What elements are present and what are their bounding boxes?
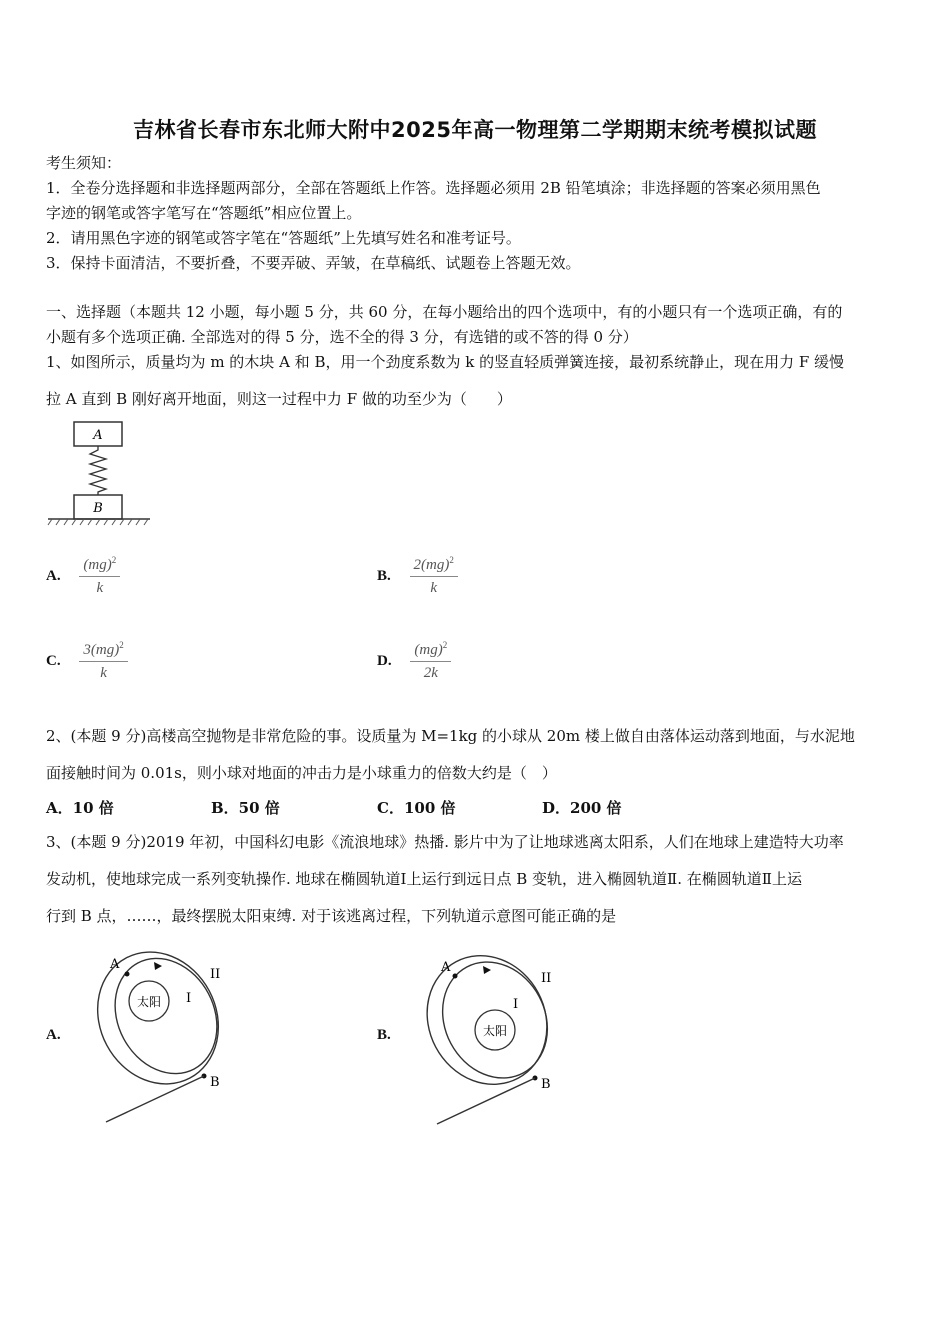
q1-option-d-fraction: $\frac{(mg)^2}{2k}$ [410, 640, 451, 682]
q2-stem-line2: 面接触时间为 0.01s，则小球对地面的冲击力是小球重力的倍数大约是（ ） [46, 764, 557, 782]
ground-hatch [48, 519, 148, 525]
q1-option-b[interactable]: B. $\frac{2(mg)^2}{k}$ [377, 555, 458, 597]
q3-option-a-letter[interactable]: A. [46, 1027, 61, 1043]
point-a [453, 974, 458, 979]
notice-item-1-cont: 字迹的钢笔或答字笔写在“答题纸”相应位置上。 [46, 204, 362, 222]
escape-path [437, 1078, 535, 1124]
point-b-label: B [541, 1077, 551, 1092]
orbit-1-label: I [186, 991, 192, 1006]
q1-stem-line1: 1、如图所示，质量均为 m 的木块 A 和 B，用一个劲度系数为 k 的竖直轻质弹簧连接，最初系统静止，现在用力 F 缓慢 [46, 353, 845, 371]
q1-option-d[interactable]: D. $\frac{(mg)^2}{2k}$ [377, 640, 451, 682]
q3-stem-line3: 行到 B 点，……，最终摆脱太阳束缚. 对于该逃离过程，下列轨道示意图可能正确的是 [46, 907, 617, 925]
q3-option-b-orbit-diagram [425, 950, 575, 1130]
q1-option-a[interactable]: A. $\frac{(mg)^2}{k}$ [46, 555, 120, 597]
notice-heading: 考生须知： [46, 154, 122, 172]
sun-label: 太阳 [136, 995, 162, 1009]
point-b-label: B [210, 1075, 220, 1090]
orbit-1-label: I [513, 997, 519, 1012]
point-a-label: A [110, 957, 120, 972]
q3-stem-line2: 发动机，使地球完成一系列变轨操作. 地球在椭圆轨道Ⅰ上运行到远日点 B 变轨，进入椭圆轨道Ⅱ. 在椭圆轨道Ⅱ上运 [46, 870, 802, 888]
page-title: 吉林省长春市东北师大附中2025年高一物理第二学期期末统考模拟试题 [133, 118, 817, 142]
spring [90, 446, 106, 495]
point-a-label: A [441, 960, 451, 975]
q2-option-b[interactable]: B．50 倍 [211, 799, 280, 817]
orbit-2-label: II [210, 967, 221, 982]
q3-option-a-orbit-diagram [96, 948, 246, 1128]
block-b-label: B [93, 501, 103, 516]
section-heading-line1: 一、选择题（本题共 12 小题，每小题 5 分，共 60 分，在每小题给出的四个选项中，有的小题只有一个选项正确，有的 [46, 303, 843, 321]
spring-blocks-figure [46, 420, 152, 528]
q3-stem-line1: 3、(本题 9 分)2019 年初，中国科幻电影《流浪地球》热播. 影片中为了让地球逃离太阳系，人们在地球上建造特大功率 [46, 833, 844, 851]
point-a [125, 972, 130, 977]
q1-option-a-fraction: $\frac{(mg)^2}{k}$ [79, 555, 120, 597]
section-heading-line2: 小题有多个选项正确. 全部选对的得 5 分，选不全的得 3 分，有选错的或不答的得 0 分） [46, 328, 638, 346]
q2-option-a[interactable]: A．10 倍 [46, 799, 114, 817]
q1-option-c[interactable]: C. $\frac{3(mg)^2}{k}$ [46, 640, 128, 682]
notice-item-3: 3．保持卡面清洁，不要折叠，不要弄破、弄皱，在草稿纸、试题卷上答题无效。 [46, 254, 581, 272]
q1-option-c-fraction: $\frac{3(mg)^2}{k}$ [79, 640, 127, 682]
direction-arrow [154, 962, 162, 970]
q2-option-d[interactable]: D．200 倍 [542, 799, 622, 817]
q1-option-b-fraction: $\frac{2(mg)^2}{k}$ [410, 555, 458, 597]
direction-arrow [483, 966, 491, 974]
notice-item-2: 2．请用黑色字迹的钢笔或答字笔在“答题纸”上先填写姓名和准考证号。 [46, 229, 521, 247]
sun-label: 太阳 [482, 1024, 508, 1038]
block-a-label: A [93, 428, 103, 443]
q2-stem-line1: 2、(本题 9 分)高楼高空抛物是非常危险的事。设质量为 M=1kg 的小球从 20m 楼上做自由落体运动落到地面，与水泥地 [46, 727, 855, 745]
q3-option-b-letter[interactable]: B. [377, 1027, 391, 1043]
notice-item-1: 1．全卷分选择题和非选择题两部分，全部在答题纸上作答。选择题必须用 2B 铅笔填涂；非选择题的答案必须用黑色 [46, 179, 821, 197]
q2-option-c[interactable]: C．100 倍 [377, 799, 456, 817]
q1-stem-line2: 拉 A 直到 B 刚好离开地面，则这一过程中力 F 做的功至少为（ ） [46, 390, 512, 408]
orbit-2-label: II [541, 971, 552, 986]
